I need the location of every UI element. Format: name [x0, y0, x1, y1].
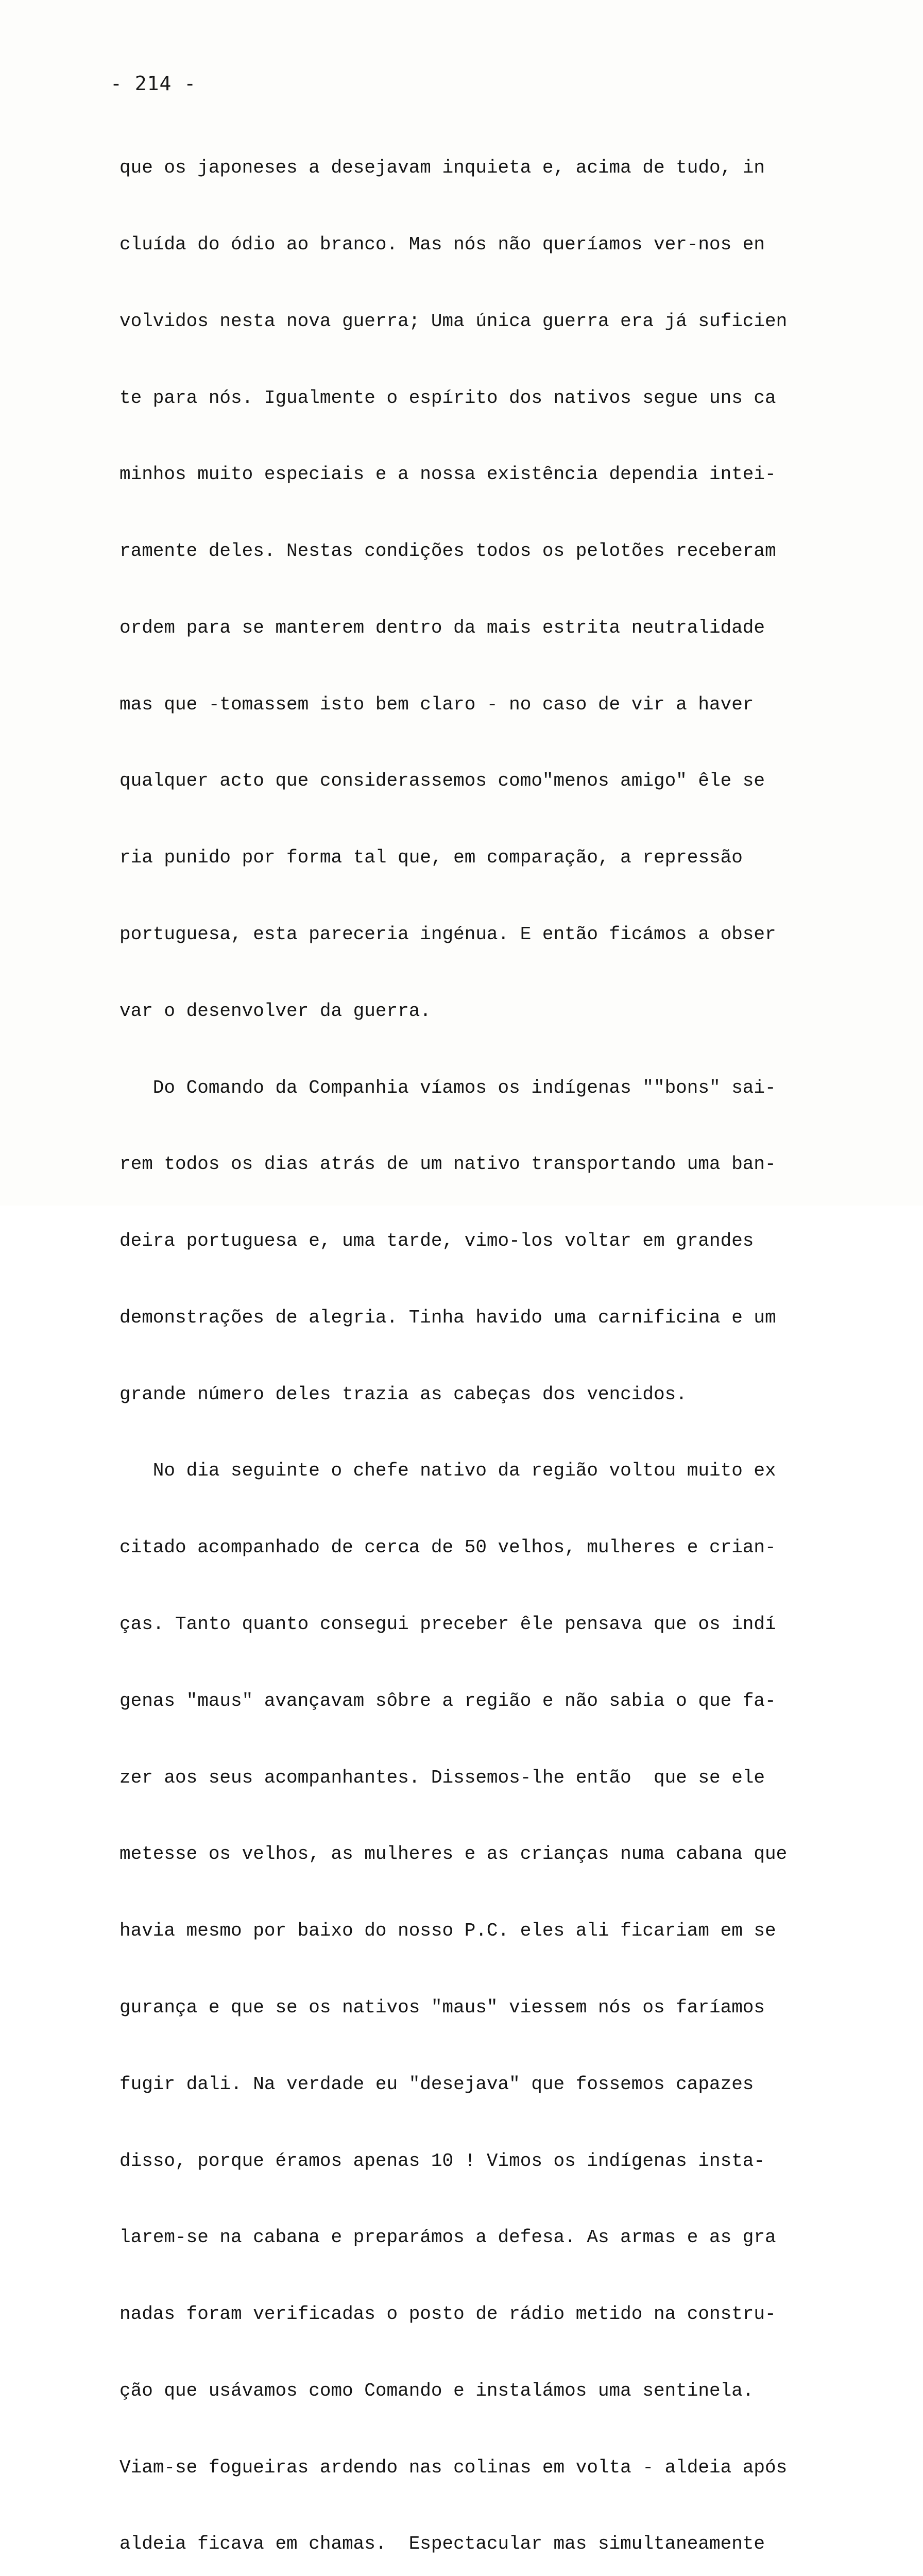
text-line: ramente deles. Nestas condições todos os pelotões receberam	[119, 540, 776, 562]
text-line: disso, porque éramos apenas 10 ! Vimos os indígenas insta-	[119, 2150, 765, 2172]
text-line: ria punido por forma tal que, em comparação, a repressão	[119, 847, 743, 869]
text-line: qualquer acto que considerassemos como"menos amigo" êle se	[119, 770, 765, 792]
page-body-text	[119, 104, 882, 2576]
text-line: gurança e que se os nativos "maus" viessem nós os faríamos	[119, 1996, 765, 2018]
text-line: larem-se na cabana e preparámos a defesa. As armas e as gra	[119, 2227, 776, 2248]
text-line: ças. Tanto quanto consegui preceber êle pensava que os indí	[119, 1614, 776, 1635]
text-line: que os japoneses a desejavam inquieta e, acima de tudo, in	[119, 157, 765, 179]
text-line: cluída do ódio ao branco. Mas nós não queríamos ver-nos en	[119, 233, 765, 255]
text-line: Do Comando da Companhia víamos os indígenas ""bons" sai-	[119, 1077, 776, 1098]
text-line: grande número deles trazia as cabeças dos vencidos.	[119, 1383, 687, 1405]
text-line: rem todos os dias atrás de um nativo transportando uma ban-	[119, 1154, 776, 1175]
text-line: citado acompanhado de cerca de 50 velhos, mulheres e crian-	[119, 1537, 776, 1558]
text-line: metesse os velhos, as mulheres e as crianças numa cabana que	[119, 1843, 788, 1865]
text-line: nadas foram verificadas o posto de rádio metido na constru-	[119, 2303, 776, 2325]
text-line: volvidos nesta nova guerra; Uma única guerra era já suficien	[119, 310, 788, 332]
text-line: mas que -tomassem isto bem claro - no caso de vir a haver	[119, 693, 754, 715]
text-line: No dia seguinte o chefe nativo da região voltou muito ex	[119, 1460, 776, 1482]
text-line: havia mesmo por baixo do nosso P.C. eles ali ficariam em se	[119, 1920, 776, 1942]
text-line: deira portuguesa e, uma tarde, vimo-los voltar em grandes	[119, 1230, 754, 1252]
page-number: - 214 -	[110, 72, 197, 95]
text-line: te para nós. Igualmente o espírito dos nativos segue uns ca	[119, 387, 776, 409]
text-line: var o desenvolver da guerra.	[119, 1000, 431, 1022]
text-line: fugir dali. Na verdade eu "desejava" que fossemos capazes	[119, 2073, 754, 2095]
text-line: zer aos seus acompanhantes. Dissemos-lhe então que se ele	[119, 1767, 765, 1788]
text-line: aldeia ficava em chamas. Espectacular mas simultaneamente	[119, 2533, 765, 2555]
text-line: ordem para se manterem dentro da mais estrita neutralidade	[119, 617, 765, 638]
text-line: genas "maus" avançavam sôbre a região e não sabia o que fa-	[119, 1690, 776, 1711]
text-line: Viam-se fogueiras ardendo nas colinas em volta - aldeia após	[119, 2456, 788, 2478]
text-line: minhos muito especiais e a nossa existência dependia intei-	[119, 464, 776, 485]
text-line: portuguesa, esta pareceria ingénua. E então ficámos a obser	[119, 924, 776, 945]
text-line: ção que usávamos como Comando e instalámos uma sentinela.	[119, 2380, 754, 2401]
text-line: demonstrações de alegria. Tinha havido uma carnificina e um	[119, 1307, 776, 1328]
